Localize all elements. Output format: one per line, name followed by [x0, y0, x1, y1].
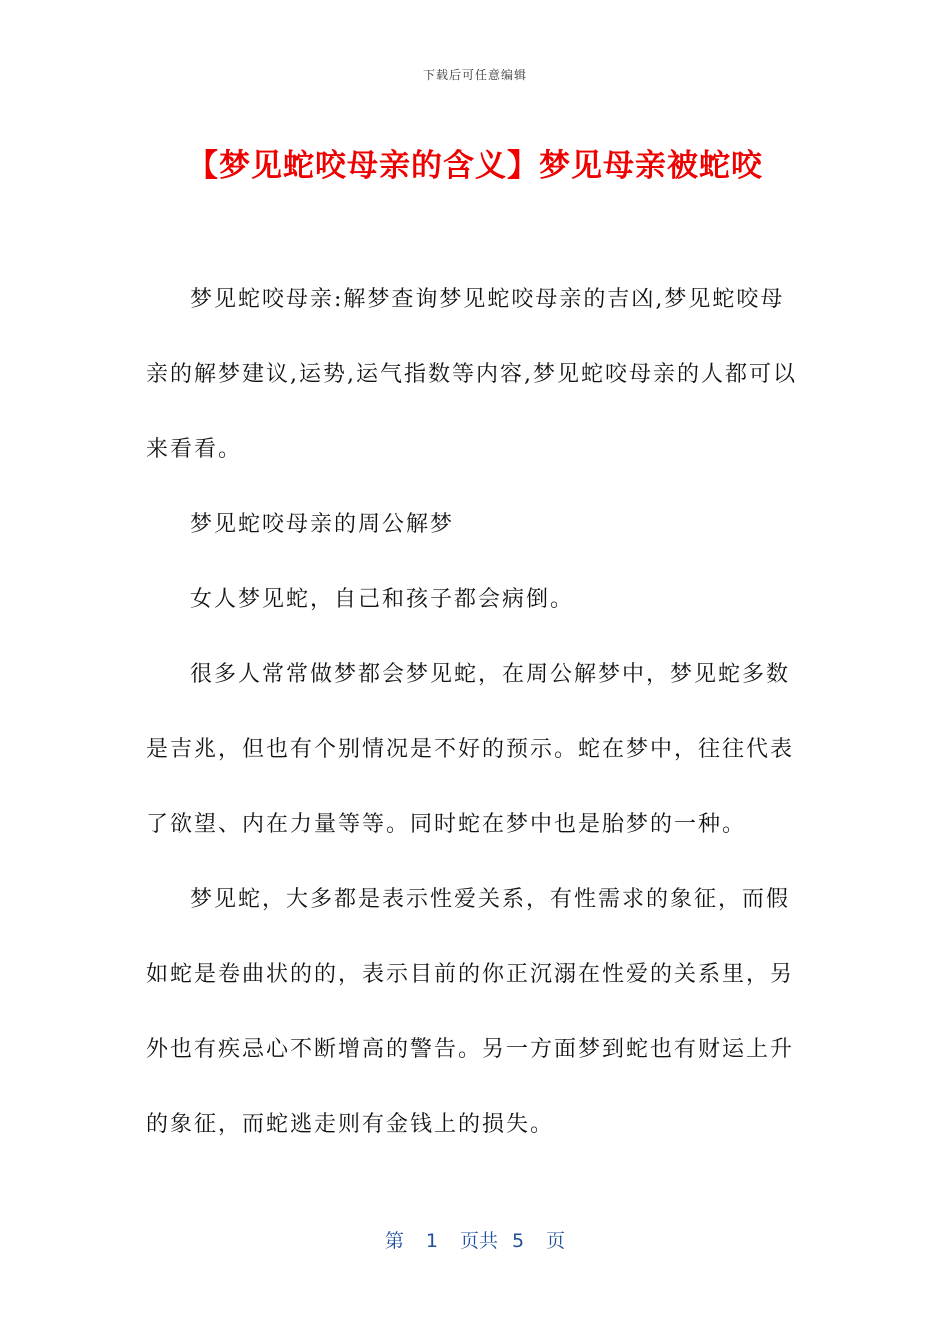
paragraph-intro: 梦见蛇咬母亲:解梦查询梦见蛇咬母亲的吉凶,梦见蛇咬母亲的解梦建议,运势,运气指数等内容,梦见蛇咬母亲的人都可以来看看。	[146, 287, 797, 462]
paragraph-woman-dream: 女人梦见蛇，自己和孩子都会病倒。	[190, 587, 575, 612]
footer-total-pages: 5	[512, 1230, 525, 1252]
footer-prefix: 第	[384, 1230, 404, 1252]
footer-current-page: 1	[425, 1230, 438, 1252]
page-footer	[0, 1226, 950, 1253]
paragraph-subheading: 梦见蛇咬母亲的周公解梦	[190, 512, 455, 537]
document-body	[146, 262, 806, 1162]
paragraph-snake-omen: 很多人常常做梦都会梦见蛇，在周公解梦中，梦见蛇多数是吉兆，但也有个别情况是不好的预示。蛇在梦中，往往代表了欲望、内在力量等等。同时蛇在梦中也是胎梦的一种。	[146, 662, 795, 837]
footer-suffix: 页	[546, 1230, 566, 1252]
paragraph-snake-meaning: 梦见蛇，大多都是表示性爱关系，有性需求的象征，而假如蛇是卷曲状的的，表示目前的你正沉溺在性爱的关系里，另外也有疾忌心不断增高的警告。另一方面梦到蛇也有财运上升的象征，而蛇逃走则有金钱上的损失。	[146, 887, 795, 1137]
header-note: 下载后可任意编辑	[422, 68, 527, 82]
document-title: 【梦见蛇咬母亲的含义】梦见母亲被蛇咬	[187, 148, 763, 184]
footer-middle: 页共	[459, 1230, 498, 1252]
